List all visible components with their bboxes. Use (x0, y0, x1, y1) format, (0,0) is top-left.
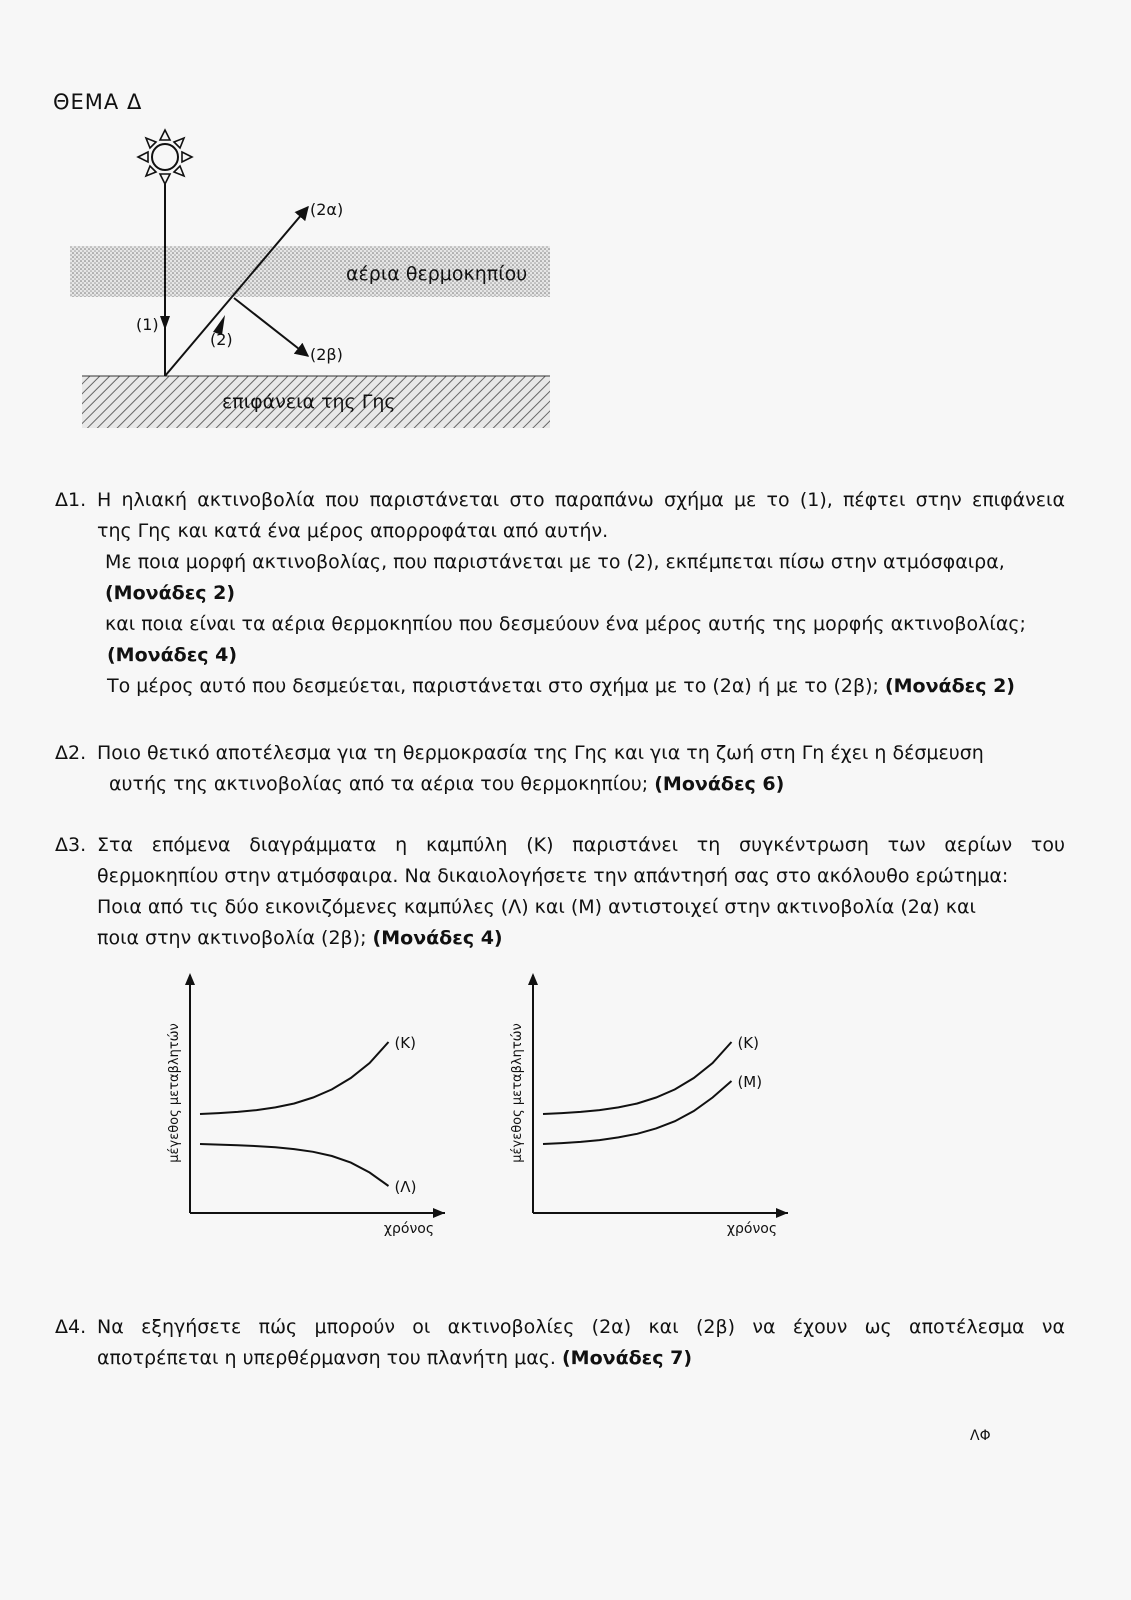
question-number: Δ4. (55, 1316, 87, 1338)
y-axis-arrow-icon (185, 973, 195, 985)
page-title: ΘΕΜΑ Δ (53, 90, 143, 114)
question-d3 (55, 830, 1065, 954)
x-axis-label: χρόνος (383, 1221, 435, 1237)
ray-2a-label: (2α) (310, 200, 344, 219)
question-text: Ποια από τις δύο εικονιζόμενες καμπύλες (Λ) και (Μ) αντιστοιχεί στην ακτινοβολία (2α) και (97, 896, 976, 918)
sun-icon (138, 130, 192, 184)
ray-1-label: (1) (136, 315, 159, 334)
x-axis-label: χρόνος (726, 1221, 778, 1237)
question-text: Το μέρος αυτό που δεσμεύεται, παριστάνεται στο σχήμα με το (2α) ή με το (2β); (107, 675, 879, 697)
y-axis-label: μέγεθος μεταβλητών (167, 1023, 182, 1163)
question-text: ποια στην ακτινοβολία (2β); (97, 927, 367, 949)
question-text: Ποιο θετικό αποτέλεσμα για τη θερμοκρασία της Γης και για τη ζωή στη Γη έχει η δέσμευση (97, 742, 984, 764)
series-line-2 (200, 1144, 389, 1186)
chart-right (508, 968, 808, 1238)
series-label-2: (Μ) (737, 1073, 763, 1091)
earth-surface-label: επιφάνεια της Γης (222, 391, 396, 413)
series-line-1 (200, 1042, 389, 1114)
y-axis-arrow-icon (528, 973, 538, 985)
x-axis-arrow-icon (433, 1208, 445, 1218)
points-label: (Μονάδες 7) (561, 1347, 693, 1369)
question-text: Στα επόμενα διαγράμματα η καμπύλη (Κ) παριστάνει τη συγκέντρωση των αερίων του (97, 834, 1065, 856)
y-axis-label: μέγεθος μεταβλητών (510, 1023, 525, 1163)
question-text: και ποια είναι τα αέρια θερμοκηπίου που δεσμεύουν ένα μέρος αυτής της μορφής ακτινοβολίας; (105, 613, 1026, 635)
series-label-1: (Κ) (394, 1034, 417, 1052)
question-text: αποτρέπεται η υπερθέρμανση του πλανήτη μας. (97, 1347, 556, 1369)
question-text: Η ηλιακή ακτινοβολία που παριστάνεται στο παραπάνω σχήμα με το (1), πέφτει στην επιφάνεια (97, 489, 1065, 511)
greenhouse-diagram (0, 0, 600, 440)
question-text: Να εξηγήσετε πώς μπορούν οι ακτινοβολίες (2α) και (2β) να έχουν ως αποτέλεσμα να (97, 1316, 1065, 1338)
question-text: θερμοκηπίου στην ατμόσφαιρα. Να δικαιολογήσετε την απάντησή σας στο ακόλουθο ερώτημα: (97, 865, 1009, 887)
points-label: (Μονάδες 2) (105, 582, 236, 604)
points-label: (Μονάδες 2) (884, 675, 1015, 697)
question-text: αυτής της ακτινοβολίας από τα αέρια του θερμοκηπίου; (109, 773, 649, 795)
greenhouse-gas-label: αέρια θερμοκηπίου (346, 263, 528, 285)
question-text: Με ποια μορφή ακτινοβολίας, που παριστάνεται με το (2), εκπέμπεται πίσω στην ατμόσφαιρα, (105, 551, 1005, 573)
question-d2 (55, 738, 1065, 800)
series-label-1: (Κ) (737, 1034, 760, 1052)
x-axis-arrow-icon (776, 1208, 788, 1218)
footer-initials: ΛΦ (970, 1428, 991, 1444)
ray-2b-arrow (234, 298, 308, 356)
points-label: (Μονάδες 6) (654, 773, 785, 795)
series-label-2: (Λ) (394, 1178, 417, 1196)
ray-2b-label: (2β) (310, 345, 343, 364)
chart-left (165, 968, 465, 1238)
question-d1 (55, 485, 1065, 702)
question-text: της Γης και κατά ένα μέρος απορροφάται από αυτήν. (97, 520, 609, 542)
question-number: Δ3. (55, 834, 87, 856)
points-label: (Μονάδες 4) (107, 644, 238, 666)
ray-2-label: (2) (210, 330, 233, 349)
question-number: Δ1. (55, 489, 87, 511)
question-d4 (55, 1312, 1065, 1374)
question-number: Δ2. (55, 742, 87, 764)
points-label: (Μονάδες 4) (372, 927, 503, 949)
